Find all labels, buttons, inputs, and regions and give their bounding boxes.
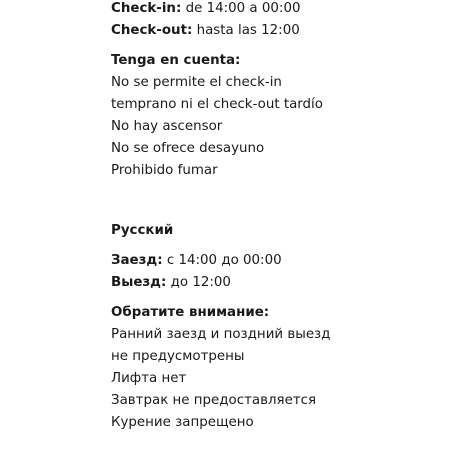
note-es: No se permite el check-in xyxy=(111,75,282,90)
note-ru: не предусмотрены xyxy=(111,349,245,364)
checkout-value: до 12:00 xyxy=(166,275,231,290)
checkin-label: Заезд: xyxy=(111,253,163,268)
checkin-value: с 14:00 до 00:00 xyxy=(162,253,282,268)
note-ru: Курение запрещено xyxy=(111,415,254,430)
note-es: Prohibido fumar xyxy=(111,163,218,178)
checkin-row-ru xyxy=(111,253,282,269)
notice-heading-es: Tenga en cuenta: xyxy=(111,53,241,68)
checkin-value: de 14:00 a 00:00 xyxy=(181,1,301,16)
note-ru: Ранний заезд и поздний выезд xyxy=(111,327,331,342)
checkout-label: Check-out: xyxy=(111,23,193,38)
language-title-ru: Русский xyxy=(111,223,174,238)
checkout-value: hasta las 12:00 xyxy=(192,23,300,38)
checkout-label: Выезд: xyxy=(111,275,167,290)
checkout-row-ru xyxy=(111,275,231,291)
checkin-row-es xyxy=(111,1,300,17)
note-es: No se ofrece desayuno xyxy=(111,141,265,156)
checkout-row-es xyxy=(111,23,300,39)
checkin-label: Check-in: xyxy=(111,1,182,16)
note-ru: Завтрак не предоставляется xyxy=(111,393,317,408)
note-es: temprano ni el check-out tardío xyxy=(111,97,323,112)
note-ru: Лифта нет xyxy=(111,371,187,386)
notice-heading-ru: Обратите внимание: xyxy=(111,305,270,320)
note-es: No hay ascensor xyxy=(111,119,223,134)
